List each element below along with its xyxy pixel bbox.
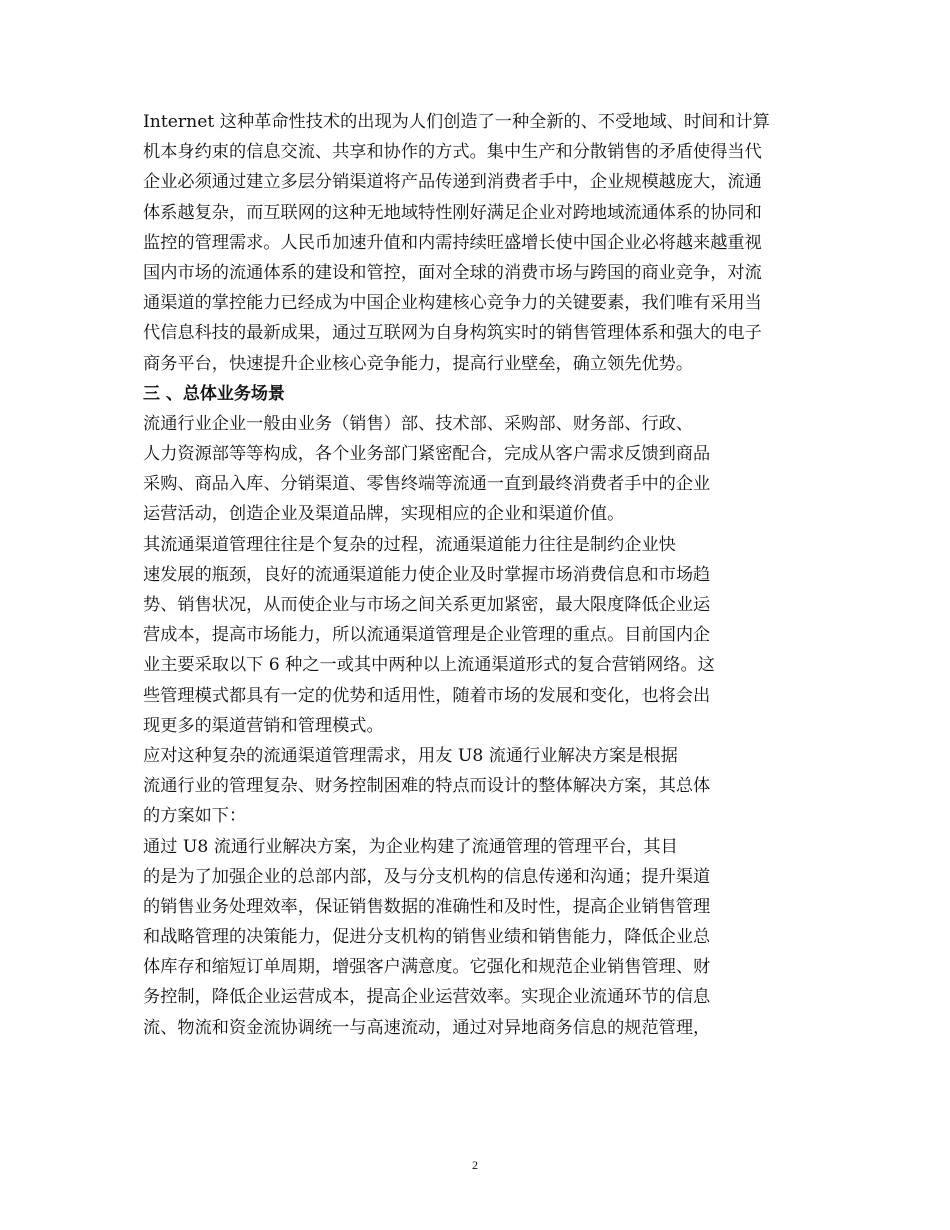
- text-line: 通渠道的掌控能力已经成为中国企业构建核心竞争力的关键要素，我们唯有采用当: [143, 293, 762, 314]
- text-line: 的方案如下：: [143, 806, 247, 827]
- paragraph-u8-solution-intro: [143, 741, 833, 832]
- text-line: 的销售业务处理效率，保证销售数据的准确性和及时性，提高企业销售管理: [143, 896, 711, 917]
- paragraph-internet-intro: [143, 107, 833, 379]
- text-line: 监控的管理需求。人民币加速升值和内需持续旺盛增长使中国企业必将越来越重视: [143, 232, 762, 253]
- text-line: 流通行业企业一般由业务（销售）部、技术部、采购部、财务部、行政、: [143, 413, 694, 434]
- text-line: 流通行业的管理复杂、财务控制困难的特点而设计的整体解决方案，其总体: [143, 776, 711, 797]
- text-line: 业主要采取以下 6 种之一或其中两种以上流通渠道形式的复合营销网络。这: [143, 655, 715, 676]
- text-line: 商务平台，快速提升企业核心竞争能力，提高行业壁垒，确立领先优势。: [143, 353, 694, 374]
- text-line: 务控制，降低企业运营成本，提高企业运营效率。实现企业流通环节的信息: [143, 987, 711, 1008]
- text-line: 企业必须通过建立多层分销渠道将产品传递到消费者手中，企业规模越庞大，流通: [143, 172, 762, 193]
- text-line: 运营活动，创造企业及渠道品牌，实现相应的企业和渠道价值。: [143, 504, 625, 525]
- section-heading: 三 、总体业务场景: [143, 383, 285, 404]
- text-line: 营成本，提高市场能力，所以流通渠道管理是企业管理的重点。目前国内企: [143, 625, 711, 646]
- text-line: 通过 U8 流通行业解决方案，为企业构建了流通管理的管理平台，其目: [143, 836, 678, 857]
- text-line: 代信息科技的最新成果，通过互联网为自身构筑实时的销售管理体系和强大的电子: [143, 323, 762, 344]
- text-line: 其流通渠道管理往往是个复杂的过程，流通渠道能力往往是制约企业快: [143, 534, 676, 555]
- text-line: 速发展的瓶颈，良好的流通渠道能力使企业及时掌握市场消费信息和市场趋: [143, 564, 711, 585]
- text-line: 的是为了加强企业的总部内部，及与分支机构的信息传递和沟通；提升渠道: [143, 866, 711, 887]
- section-heading-container: [143, 379, 833, 409]
- paragraph-organization: [143, 409, 833, 530]
- text-line: 势、销售状况，从而使企业与市场之间关系更加紧密，最大限度降低企业运: [143, 595, 711, 615]
- text-line: Internet 这种革命性技术的出现为人们创造了一种全新的、不受地域、时间和计算: [143, 112, 770, 132]
- text-line: 国内市场的流通体系的建设和管控，面对全球的消费市场与跨国的商业竞争，对流: [143, 262, 762, 283]
- page-body: [143, 107, 833, 1043]
- paragraph-channel-management: [143, 530, 833, 741]
- text-line: 流、物流和资金流协调统一与高速流动，通过对异地商务信息的规范管理，: [143, 1017, 711, 1038]
- paragraph-u8-solution-details: [143, 832, 833, 1043]
- text-line: 采购、商品入库、分销渠道、零售终端等流通一直到最终消费者手中的企业: [143, 474, 711, 495]
- text-line: 现更多的渠道营销和管理模式。: [143, 715, 384, 736]
- text-line: 机本身约束的信息交流、共享和协作的方式。集中生产和分散销售的矛盾使得当代: [143, 142, 762, 163]
- text-line: 体库存和缩短订单周期，增强客户满意度。它强化和规范企业销售管理、财: [143, 957, 711, 978]
- text-line: 些管理模式都具有一定的优势和适用性，随着市场的发展和变化，也将会出: [143, 685, 711, 706]
- page-number: 2: [472, 1158, 478, 1172]
- text-line: 和战略管理的决策能力，促进分支机构的销售业绩和销售能力，降低企业总: [143, 927, 711, 948]
- text-line: 人力资源部等等构成，各个业务部门紧密配合，完成从客户需求反馈到商品: [143, 444, 711, 465]
- text-line: 应对这种复杂的流通渠道管理需求，用友 U8 流通行业解决方案是根据: [143, 745, 678, 766]
- text-line: 体系越复杂，而互联网的这种无地域特性刚好满足企业对跨地域流通体系的协同和: [143, 202, 762, 223]
